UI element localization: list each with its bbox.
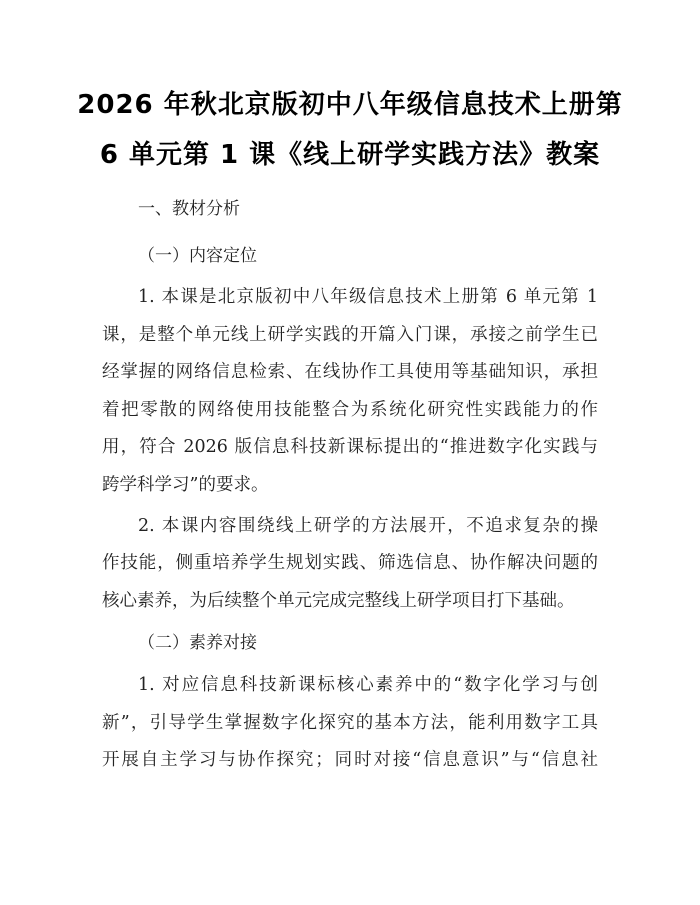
paragraph-2-line: 作技能，侧重培养学生规划实践、筛选信息、协作解决问题的 (102, 553, 598, 573)
section-heading-materials-analysis: 一、教材分析 (138, 199, 240, 219)
paragraph-1-line: 经掌握的网络信息检索、在线协作工具使用等基础知识，承担 (102, 362, 598, 382)
paragraph-1-line: 跨学科学习”的要求。 (102, 475, 269, 495)
paragraph-1-line: 课，是整个单元线上研学实践的开篇入门课，承接之前学生已 (102, 325, 598, 345)
subsection-heading-content-positioning: （一）内容定位 (138, 246, 257, 266)
paragraph-2-line: 核心素养，为后续整个单元完成完整线上研学项目打下基础。 (102, 591, 575, 611)
paragraph-1-line: 用，符合 2026 版信息科技新课标提出的“推进数字化实践与 (102, 437, 598, 457)
paragraph-1-line: 1. 本课是北京版初中八年级信息技术上册第 6 单元第 1 (138, 287, 598, 307)
paragraph-3-line: 1. 对应信息科技新课标核心素养中的“数字化学习与创 (138, 675, 598, 695)
document-title-line-1: 2026 年秋北京版初中八年级信息技术上册第 (77, 90, 623, 120)
document-title-line-2: 6 单元第 1 课《线上研学实践方法》教案 (99, 140, 601, 170)
paragraph-2-line: 2. 本课内容围绕线上研学的方法展开，不追求复杂的操 (138, 516, 598, 536)
paragraph-3-line: 新”，引导学生掌握数字化探究的基本方法，能利用数字工具 (102, 713, 598, 733)
paragraph-3-line: 开展自主学习与协作探究；同时对接“信息意识”与“信息社 (102, 750, 598, 770)
paragraph-1-line: 着把零散的网络使用技能整合为系统化研究性实践能力的作 (102, 400, 598, 420)
subsection-heading-literacy-alignment: （二）素养对接 (138, 633, 257, 653)
